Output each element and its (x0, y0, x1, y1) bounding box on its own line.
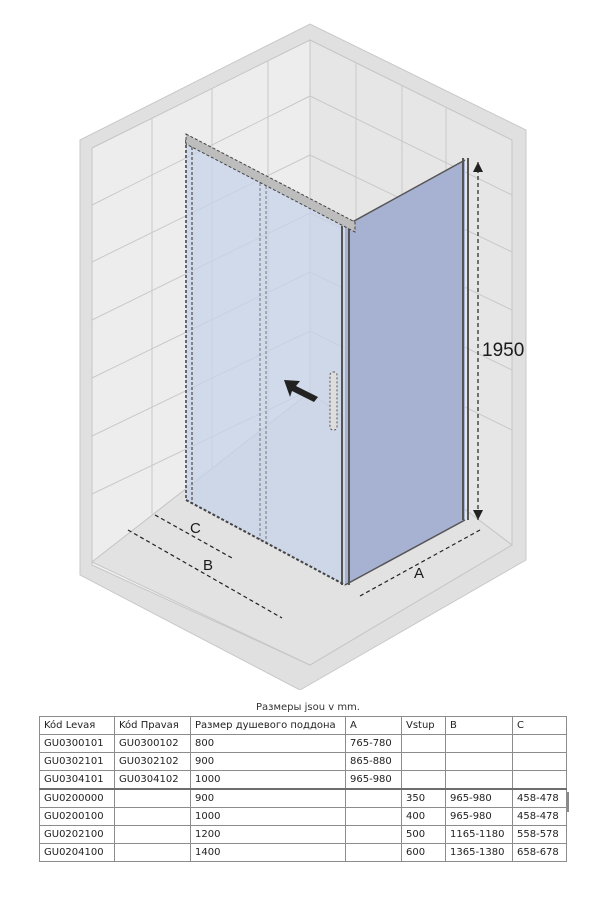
table-row (40, 753, 567, 771)
cell-kod-prava (115, 789, 191, 808)
cell-kod-leva: GU0200000 (40, 789, 115, 808)
header-a: A (346, 717, 402, 735)
cell-b: 1165-1180 (446, 826, 513, 844)
units-caption: Размеры jsou v mm. (256, 702, 360, 713)
cell-b: 965-980 (446, 789, 513, 808)
dimensions-table (39, 716, 567, 862)
cell-kod-leva: GU0302101 (40, 753, 115, 771)
cell-vstup: 400 (402, 808, 446, 826)
cell-vstup (402, 735, 446, 753)
cell-c (513, 735, 567, 753)
cell-a: 765-780 (346, 735, 402, 753)
cell-vstup (402, 753, 446, 771)
cell-vstup: 500 (402, 826, 446, 844)
cell-kod-leva: GU0200100 (40, 808, 115, 826)
cell-c: 658-678 (513, 844, 567, 862)
cell-c (513, 753, 567, 771)
edge-divider (567, 792, 569, 812)
header-kod-prava: Kód Праvая (115, 717, 191, 735)
cell-tray-size: 1200 (191, 826, 346, 844)
header-vstup: Vstup (402, 717, 446, 735)
cell-a (346, 789, 402, 808)
cell-a (346, 808, 402, 826)
cell-kod-leva: GU0300101 (40, 735, 115, 753)
cell-kod-prava (115, 826, 191, 844)
table-row (40, 826, 567, 844)
cell-a (346, 826, 402, 844)
header-tray-size: Размер душевого поддона (191, 717, 346, 735)
cell-kod-prava (115, 808, 191, 826)
cell-a (346, 844, 402, 862)
cell-vstup: 600 (402, 844, 446, 862)
cell-kod-prava: GU0304102 (115, 771, 191, 790)
cell-tray-size: 900 (191, 789, 346, 808)
door-handle-icon (330, 372, 337, 430)
cell-b (446, 735, 513, 753)
cell-kod-leva: GU0202100 (40, 826, 115, 844)
cell-b: 965-980 (446, 808, 513, 826)
cell-tray-size: 1000 (191, 808, 346, 826)
cell-kod-prava: GU0300102 (115, 735, 191, 753)
table-row (40, 735, 567, 753)
header-kod-leva: Kód Levaя (40, 717, 115, 735)
cell-c: 458-478 (513, 789, 567, 808)
cell-tray-size: 1000 (191, 771, 346, 790)
cell-vstup (402, 771, 446, 790)
table-row (40, 808, 567, 826)
cell-c (513, 771, 567, 790)
cell-c: 458-478 (513, 808, 567, 826)
dimension-a-label: A (414, 565, 425, 582)
cell-b (446, 753, 513, 771)
cell-kod-leva: GU0304101 (40, 771, 115, 790)
cell-b: 1365-1380 (446, 844, 513, 862)
cell-tray-size: 900 (191, 753, 346, 771)
table-row (40, 789, 567, 808)
table-row (40, 771, 567, 790)
cell-kod-prava (115, 844, 191, 862)
header-c: C (513, 717, 567, 735)
dimension-height-label: 1950 (482, 340, 525, 361)
cell-c: 558-578 (513, 826, 567, 844)
table-row (40, 844, 567, 862)
cell-kod-prava: GU0302102 (115, 753, 191, 771)
cell-b (446, 771, 513, 790)
dimension-c-label: C (190, 520, 201, 537)
cell-a: 965-980 (346, 771, 402, 790)
dimension-b-label: B (203, 557, 214, 574)
cell-vstup: 350 (402, 789, 446, 808)
cell-tray-size: 1400 (191, 844, 346, 862)
cell-tray-size: 800 (191, 735, 346, 753)
cell-a: 865-880 (346, 753, 402, 771)
cell-kod-leva: GU0204100 (40, 844, 115, 862)
table-header-row (40, 717, 567, 735)
header-b: B (446, 717, 513, 735)
